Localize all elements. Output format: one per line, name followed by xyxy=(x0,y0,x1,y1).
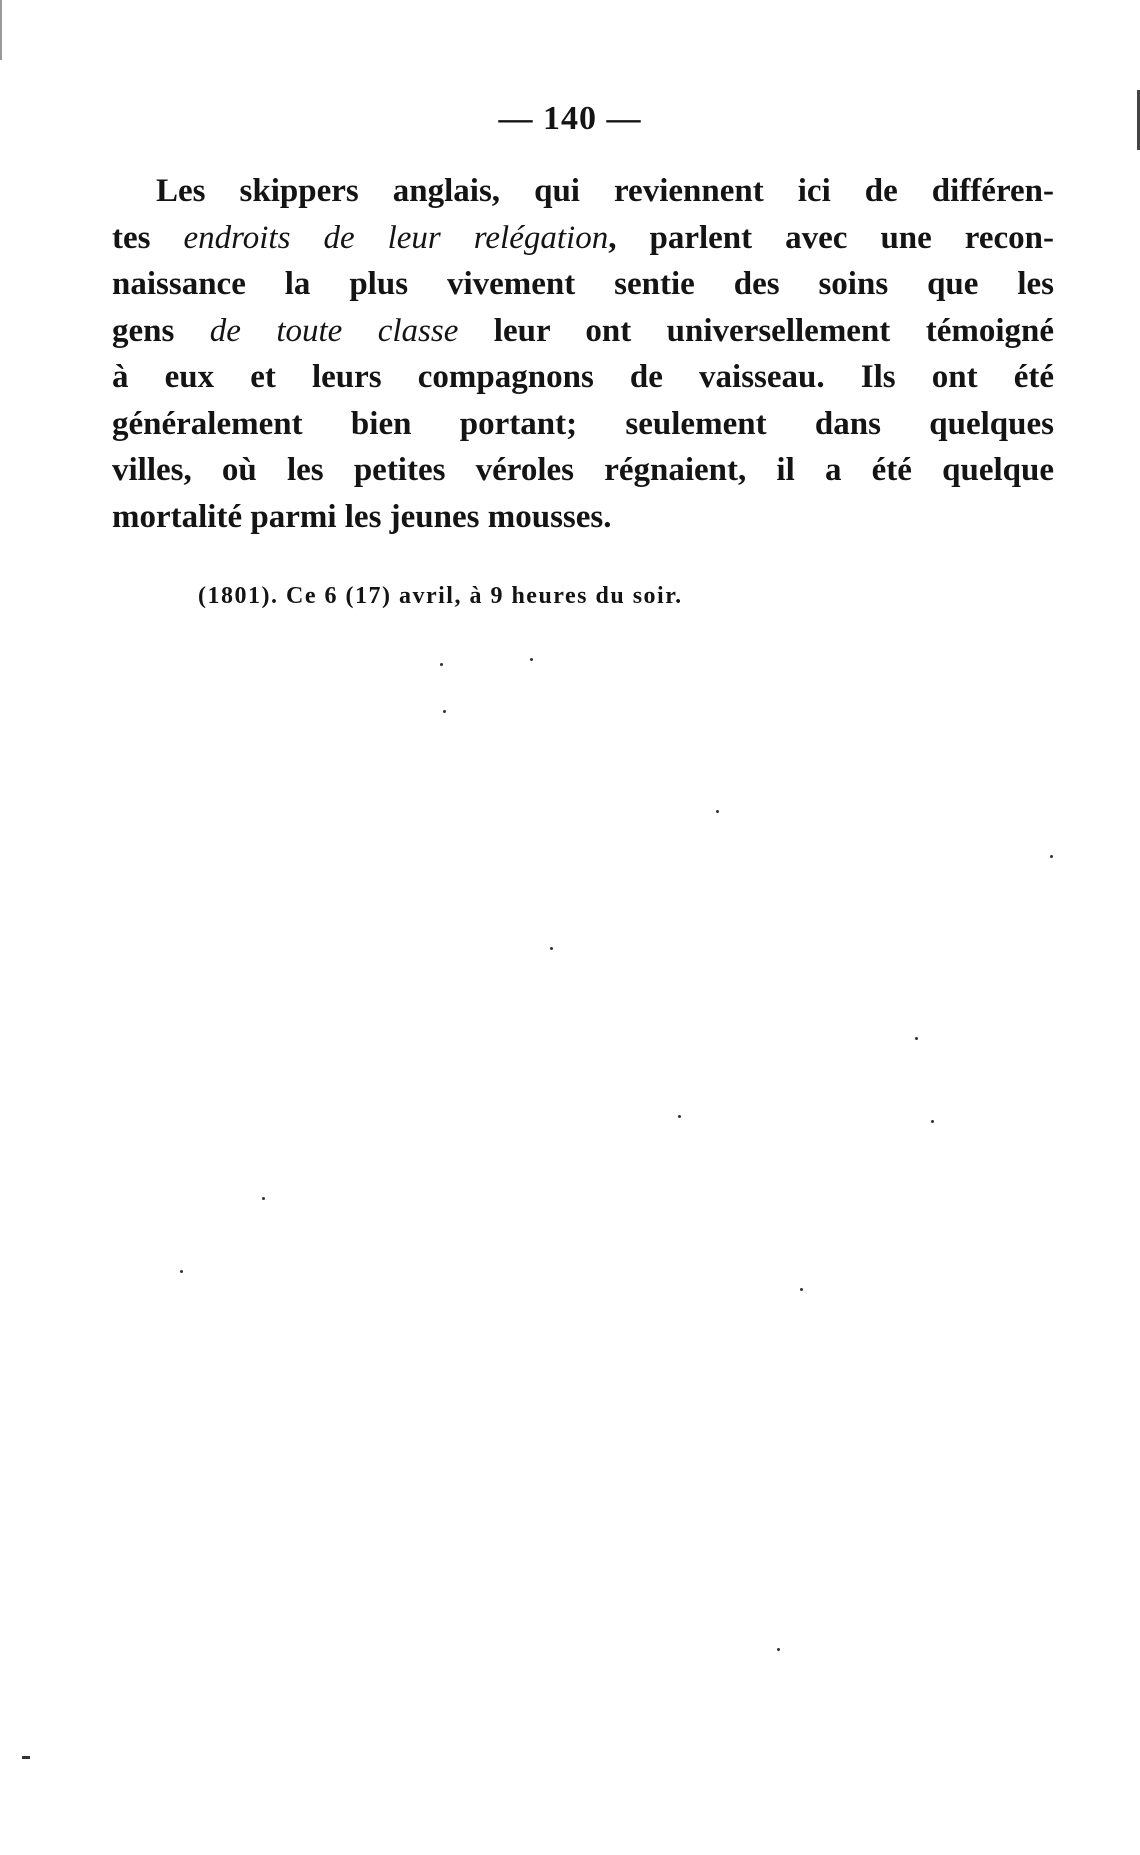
scan-speck xyxy=(931,1120,934,1123)
scan-speck xyxy=(443,710,446,713)
text-fragment: tes xyxy=(112,219,184,256)
dateline: (1801). Ce 6 (17) avril, à 9 heures du soir. xyxy=(198,583,683,609)
text-fragment: , parlent avec une recon- xyxy=(608,219,1054,256)
text-line: Les skippers anglais, qui reviennent ici de différen- xyxy=(156,173,1054,209)
scan-speck xyxy=(800,1288,803,1291)
text-line xyxy=(112,215,1054,262)
italic-phrase: endroits de leur relégation xyxy=(183,219,609,256)
scan-speck xyxy=(678,1115,681,1118)
page-number: — 140 — xyxy=(498,100,642,137)
text-fragment: leur ont universellement témoigné xyxy=(458,312,1055,349)
scan-speck xyxy=(440,663,443,666)
scan-speck xyxy=(716,810,719,813)
text-line: généralement bien portant; seulement dans quelques xyxy=(112,405,1054,442)
scan-speck xyxy=(22,1756,30,1759)
scan-speck xyxy=(550,947,553,950)
text-line xyxy=(112,308,1054,355)
scan-speck xyxy=(530,658,533,661)
italic-phrase: de toute classe xyxy=(209,312,459,349)
scan-speck xyxy=(777,1648,780,1651)
scan-speck xyxy=(915,1037,918,1040)
scan-speck xyxy=(1050,855,1053,858)
scan-speck xyxy=(262,1197,265,1200)
text-line: mortalité parmi les jeunes mousses. xyxy=(112,498,612,535)
text-line: naissance la plus vivement sentie des soins que les xyxy=(112,266,1054,302)
text-fragment: gens xyxy=(112,312,210,349)
scan-speck xyxy=(180,1270,183,1273)
paragraph xyxy=(112,168,1054,540)
text-line: à eux et leurs compagnons de vaisseau. Ils ont été xyxy=(112,359,1054,395)
scan-edge-left xyxy=(0,0,2,60)
text-line: villes, où les petites véroles régnaient, il a été quelque xyxy=(112,452,1054,488)
